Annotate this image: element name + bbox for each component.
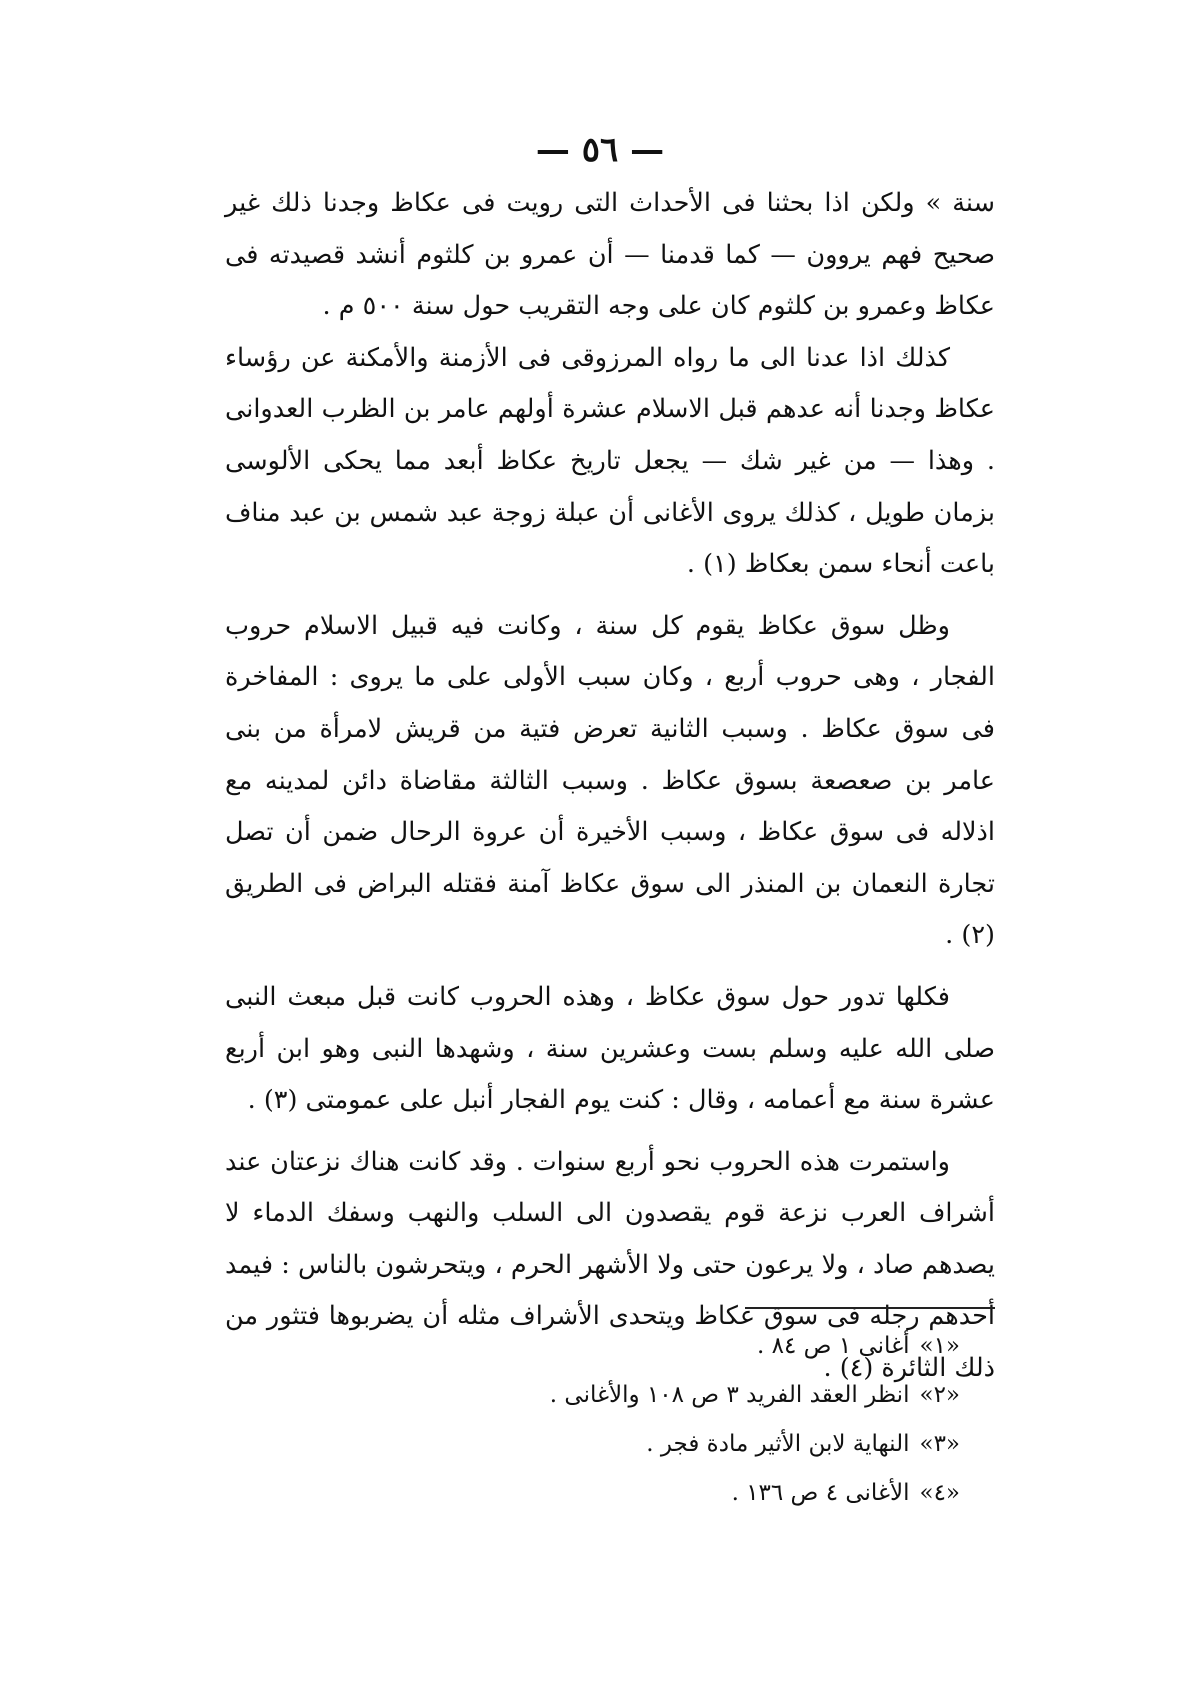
- footnote-2: [300, 1371, 960, 1420]
- footnotes: [300, 1322, 960, 1518]
- paragraph-1: سنة » ولكن اذا بحثنا فى الأحداث التى رويت فى عكاظ وجدنا ذلك غير صحيح فهم يروون — كما قدمنا — أن عمرو بن كلثوم أنشد قصيدته فى عكاظ وعمرو بن كلثوم كان على وجه التقريب حول سنة ٥٠٠ م .: [225, 188, 995, 322]
- footnote-1: [300, 1322, 960, 1371]
- footnote-number: «٢»: [919, 1382, 960, 1408]
- footnote-text: أغانى ١ ص ٨٤ .: [757, 1333, 910, 1359]
- footnote-3: [300, 1420, 960, 1469]
- footnote-text: انظر العقد الفريد ٣ ص ١٠٨ والأغانى .: [549, 1382, 910, 1408]
- footnote-4: [300, 1469, 960, 1518]
- body-text: [225, 178, 995, 1395]
- paragraph-5: واستمرت هذه الحروب نحو أربع سنوات . وقد كانت هناك نزعتان عند أشراف العرب نزعة قوم يقصدون الى السلب والنهب وسفك الدماء لا يصدهم صاد ، ولا يرعون حتى ولا الأشهر الحرم ، ويتحرشون بالناس : فيمد أحدهم رجله فى سوق عكاظ ويتحدى الأشراف مثله أن يضربوها فتثور من ذلك الثائرة (٤) .: [225, 1146, 995, 1384]
- footnote-text: الأغانى ٤ ص ١٣٦ .: [731, 1480, 910, 1506]
- paragraph-4: فكلها تدور حول سوق عكاظ ، وهذه الحروب كانت قبل مبعث النبى صلى الله عليه وسلم بست وعشرين سنة ، وشهدها النبى وهو ابن أربع عشرة سنة مع أعمامه ، وقال : كنت يوم الفجار أنبل على عمومتى (٣) .: [225, 981, 995, 1116]
- paragraph-3: وظل سوق عكاظ يقوم كل سنة ، وكانت فيه قبيل الاسلام حروب الفجار ، وهى حروب أربع ، وكان سبب الأولى على ما يروى : المفاخرة فى سوق عكاظ . وسبب الثانية تعرض فتية من قريش لامرأة من بنى عامر بن صعصعة بسوق عكاظ . وسبب الثالثة مقاضاة دائن لمدينه مع اذلاله فى سوق عكاظ ، وسبب الأخيرة أن عروة الرحال ضمن أن تصل تجارة النعمان بن المنذر الى سوق عكاظ آمنة فقتله البراض فى الطريق (٢) .: [225, 610, 995, 951]
- footnote-divider: [745, 1307, 995, 1309]
- footnote-number: «١»: [919, 1333, 960, 1359]
- page-number: — ٥٦ —: [535, 130, 665, 170]
- paragraph-2: كذلك اذا عدنا الى ما رواه المرزوقى فى الأزمنة والأمكنة عن رؤساء عكاظ وجدنا أنه عدهم قبل الاسلام عشرة أولهم عامر بن الظرب العدوانى . وهذا — من غير شك — يجعل تاريخ عكاظ أبعد مما يحكى الألوسى بزمان طويل ، كذلك يروى الأغانى أن عبلة زوجة عبد شمس بن عبد مناف باعت أنحاء سمن بعكاظ (١) .: [225, 342, 995, 580]
- footnote-number: «٣»: [919, 1431, 960, 1457]
- footnote-number: «٤»: [919, 1480, 960, 1506]
- footnote-text: النهاية لابن الأثير مادة فجر .: [646, 1431, 910, 1457]
